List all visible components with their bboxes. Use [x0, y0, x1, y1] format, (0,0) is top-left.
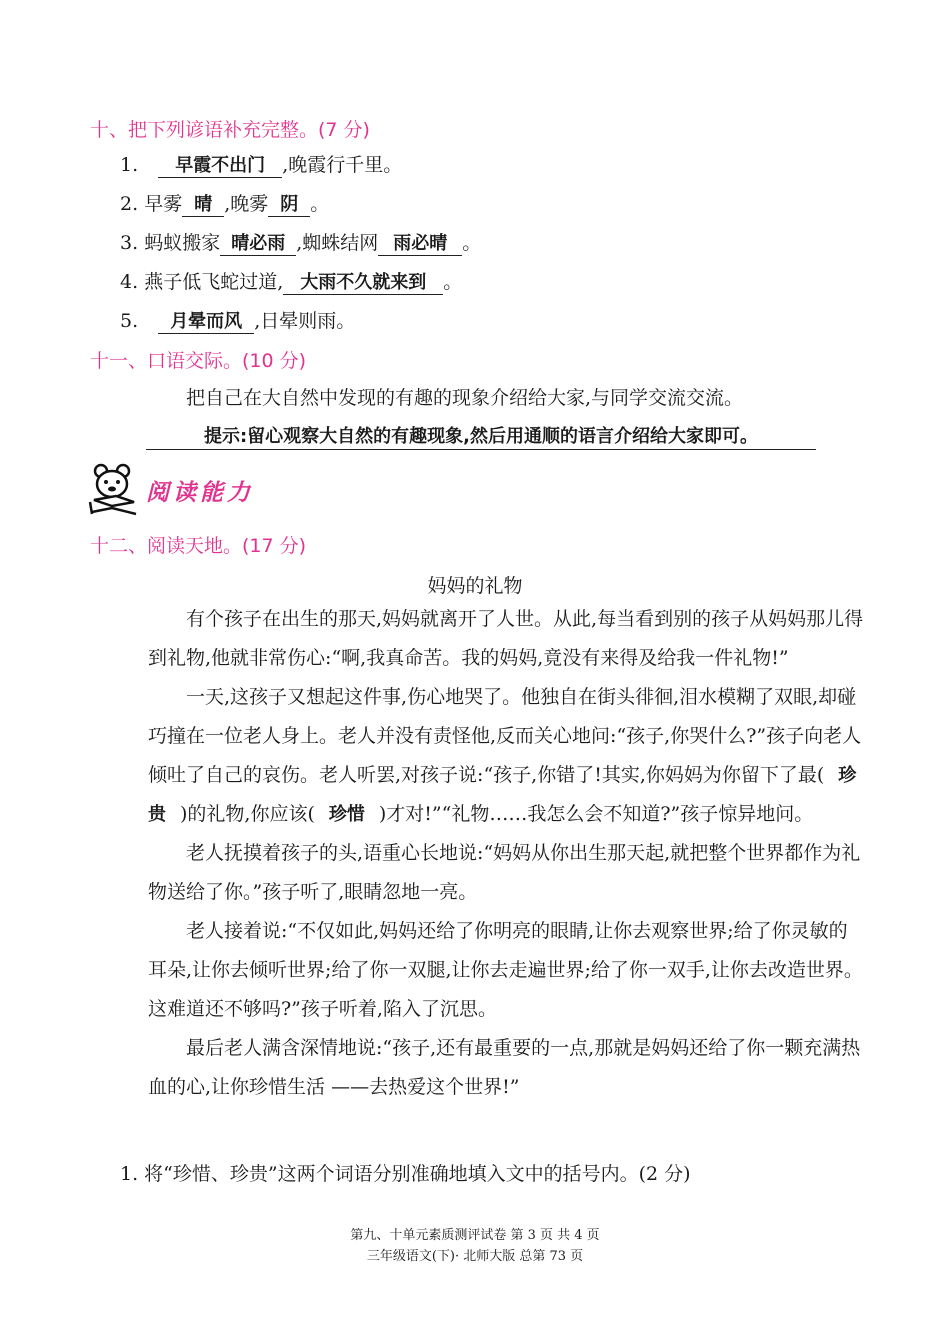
answer-blank: 早霞不出门 [158, 155, 282, 178]
item-number: 1. [120, 154, 139, 176]
answer-blank: 阴 [268, 194, 310, 217]
item-text: 。 [443, 271, 463, 293]
answer-blank: 晴 [182, 194, 224, 217]
passage-paragraph: 老人接着说:“不仅如此,妈妈还给了你明亮的眼睛,让你去观察世界;给了你灵敏的耳朵,让你去倾听世界;给了你一双腿,让你去走遍世界;给了你一双手,让你去改造世界。这难道还不够吗?”孩子听着,陷入了沉思。 [148, 920, 863, 1020]
item-text: 。 [462, 232, 482, 254]
answer-blank: 晴必雨 [220, 233, 296, 256]
question-1: 1. 将“珍惜、珍贵”这两个词语分别准确地填入文中的括号内。(2 分) [120, 1163, 691, 1185]
passage-paragraph: 有个孩子在出生的那天,妈妈就离开了人世。从此,每当看到别的孩子从妈妈那儿得到礼物,他就非常伤心:“啊,我真命苦。我的妈妈,竟没有来得及给我一件礼物!” [148, 608, 864, 669]
passage-title: 妈妈的礼物 [427, 575, 523, 597]
passage-paragraph: 最后老人满含深情地说:“孩子,还有最重要的一点,那就是妈妈还给了你一颗充满热血的心,让你珍惜生活 ——去热爱这个世界!” [148, 1037, 861, 1098]
section-11-heading: 十一、口语交际。(10 分) [90, 350, 307, 372]
reading-banner-title: 阅读能力 [146, 480, 254, 506]
proverb-item-1 [120, 153, 402, 178]
item-number: 5. [120, 310, 139, 332]
item-text: ,蜘蛛结网 [296, 232, 379, 254]
answer-blank: 雨必晴 [378, 233, 462, 256]
item-text: 燕子低飞蛇过道, [144, 271, 284, 293]
item-number: 3. [120, 232, 139, 254]
passage-text: )才对!”“礼物……我怎么会不知道?”孩子惊异地问。 [378, 803, 814, 825]
footer-line-2: 三年级语文(下)· 北师大版 总第 73 页 [366, 1249, 584, 1264]
item-number: 4. [120, 271, 139, 293]
passage-body [148, 600, 864, 1107]
item-text: ,晚霞行千里。 [282, 154, 403, 176]
proverb-item-3 [120, 231, 481, 256]
item-text: ,日晕则雨。 [254, 310, 356, 332]
answer-blank: 大雨不久就来到 [283, 272, 443, 295]
section-10-heading: 十、把下列谚语补充完整。(7 分) [90, 119, 370, 141]
item-text: 蚂蚁搬家 [144, 232, 221, 254]
footer-line-1: 第九、十单元素质测评试卷 第 3 页 共 4 页 [350, 1228, 600, 1243]
proverb-item-5 [120, 309, 355, 334]
passage-paragraph: 老人抚摸着孩子的头,语重心长地说:“妈妈从你出生那天起,就把整个世界都作为礼物送给了你。”孩子听了,眼睛忽地一亮。 [148, 842, 861, 903]
passage-text: )的礼物,你应该( [180, 803, 315, 825]
item-text: 早雾 [144, 193, 183, 215]
bear-reading-icon [86, 462, 142, 520]
fill-blank-answer: 珍贵 [148, 765, 857, 825]
section-12-heading: 十二、阅读天地。(17 分) [90, 535, 307, 557]
proverb-item-4 [120, 270, 462, 295]
item-text: 。 [310, 193, 330, 215]
item-text: ,晚雾 [224, 193, 269, 215]
proverb-item-2 [120, 192, 329, 217]
speaking-prompt: 把自己在大自然中发现的有趣的现象介绍给大家,与同学交流交流。 [186, 387, 744, 409]
item-number: 2. [120, 193, 139, 215]
passage-paragraph [148, 678, 864, 834]
fill-blank-answer: 珍惜 [328, 804, 365, 825]
passage-text: 一天,这孩子又想起这件事,伤心地哭了。他独自在街头徘徊,泪水模糊了双眼,却碰巧撞在一位老人身上。老人并没有责怪他,反而关心地问:“孩子,你哭什么?”孩子向老人倾吐了自己的哀伤。老人听罢,对孩子说:“孩子,你错了!其实,你妈妈为你留下了最( [148, 686, 862, 786]
answer-blank: 月晕而风 [158, 311, 254, 334]
speaking-hint: 提示:留心观察大自然的有趣现象,然后用通顺的语言介绍给大家即可。 [146, 425, 816, 450]
